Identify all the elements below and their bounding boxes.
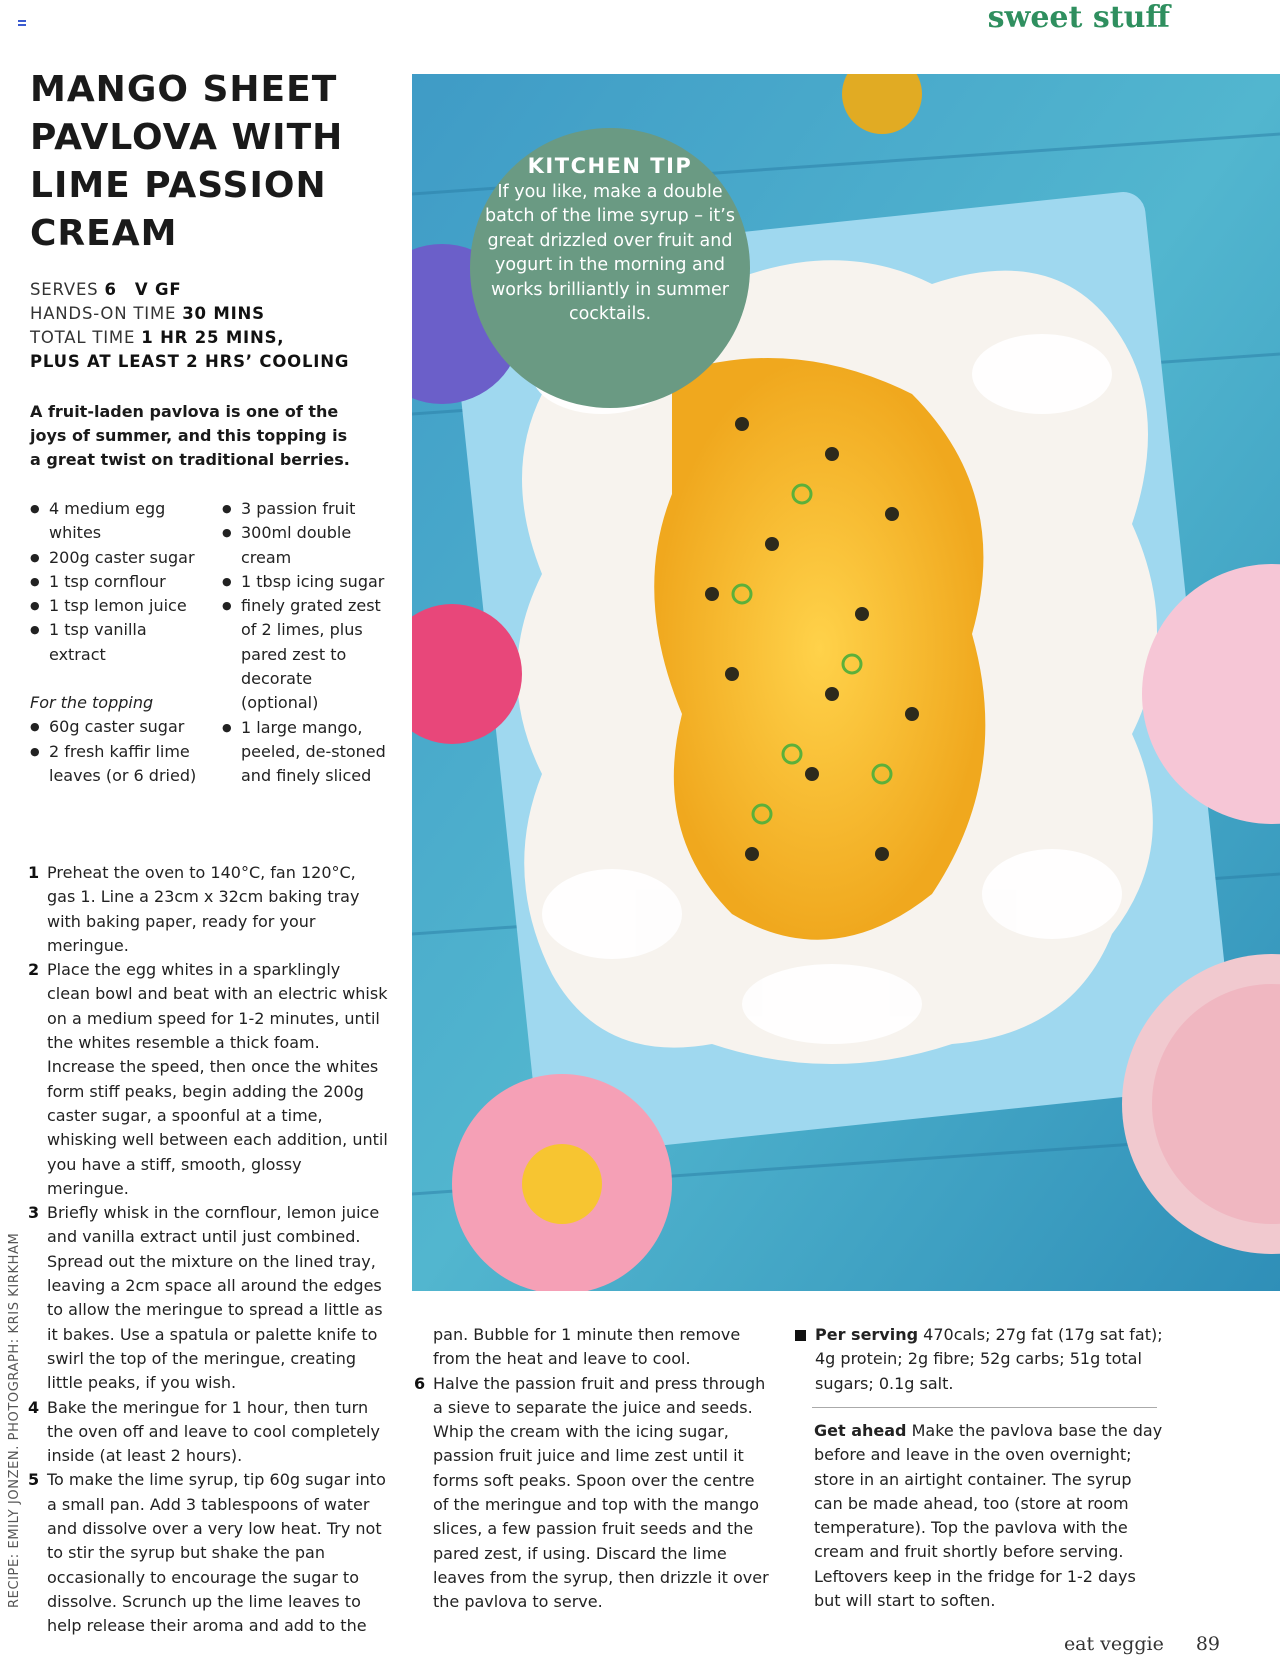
serves-label: SERVES	[30, 280, 99, 299]
ingredients-column-2	[222, 497, 392, 789]
get-ahead	[814, 1419, 1164, 1613]
step-number: 3	[28, 1203, 40, 1223]
ingredient: ● 1 tsp vanilla extract	[30, 618, 200, 667]
hands-on-value: 30 MINS	[182, 304, 265, 323]
nutrition-text: 470cals; 27g fat (17g sat fat); 4g protein; 2g fibre; 52g carbs; 51g total sugars; 0.1g salt.	[815, 1325, 1163, 1393]
recipe-meta	[30, 278, 349, 374]
nutrition-label: Per serving	[815, 1325, 919, 1344]
ingredient: ● 1 tbsp icing sugar	[222, 570, 392, 594]
hands-on-label: HANDS-ON TIME	[30, 304, 177, 323]
method-step	[414, 1372, 774, 1615]
kitchen-tip-text: If you like, make a double batch of the lime syrup – it’s great drizzled over fruit and yogurt in the morning and works brilliantly in summer cocktails.	[485, 182, 735, 325]
divider	[812, 1407, 1157, 1408]
total-label: TOTAL TIME	[30, 328, 136, 347]
topping-heading: For the topping	[30, 693, 154, 713]
kitchen-tip	[470, 128, 750, 408]
ingredient: ● 4 medium egg whites	[30, 497, 200, 546]
title-line: PAVLOVA WITH	[30, 117, 344, 158]
bullet-square-icon	[795, 1330, 806, 1341]
ingredient: ● 3 passion fruit	[222, 497, 392, 521]
title-line: LIME PASSION	[30, 165, 327, 206]
magazine-name: eat veggie	[1063, 1633, 1164, 1655]
method-step	[28, 861, 388, 958]
ingredient: ● 1 tsp lemon juice	[30, 594, 200, 618]
page-number: 89	[1195, 1633, 1220, 1655]
nutrition-info	[795, 1323, 1165, 1396]
recipe-title	[30, 66, 370, 258]
step-number: 2	[28, 960, 40, 980]
ingredient: ● 1 tsp cornflour	[30, 570, 200, 594]
step-number: 6	[414, 1373, 426, 1393]
ingredient: ● 60g caster sugar	[30, 715, 200, 739]
title-line: CREAM	[30, 213, 178, 254]
method-column-2	[414, 1323, 774, 1615]
ingredients-column-1	[30, 497, 200, 788]
diet-tags: V GF	[134, 280, 182, 299]
kitchen-tip-heading: KITCHEN TIP	[527, 154, 693, 178]
ingredient: ● 2 fresh kaffir lime leaves (or 6 dried)	[30, 740, 200, 789]
method-step	[28, 1468, 388, 1638]
section-title: sweet stuff	[987, 0, 1170, 35]
recipe-intro: A fruit-laden pavlova is one of the joys of summer, and this topping is a great twist on traditional berries.	[30, 402, 350, 469]
method-step	[28, 1201, 388, 1395]
serves-value: 6	[104, 280, 117, 299]
step-text: Halve the passion fruit and press through a sieve to separate the juice and seeds. Whip the cream with the icing sugar, passion fruit juice and lime zest until it forms soft peaks. Spoon over the centre of the meringue and top with the mango slices, a few passion fruit seeds and the pared zest, if using. Discard the lime leaves from the syrup, then drizzle it over the pavlova to serve.	[433, 1373, 769, 1612]
step-number: 5	[28, 1470, 40, 1490]
step-text: Preheat the oven to 140°C, fan 120°C, gas 1. Line a 23cm x 32cm baking tray with baking paper, ready for your meringue.	[47, 863, 360, 955]
step-text: Place the egg whites in a sparklingly clean bowl and beat with an electric whisk on a medium speed for 1-2 minutes, until the whites resemble a thick foam. Increase the speed, then once the whites form stiff peaks, begin adding the 200g caster sugar, a spoonful at a time, whisking well between each addition, until you have a stiff, smooth, glossy meringue.	[47, 960, 388, 1198]
step-number: 1	[28, 863, 40, 882]
get-ahead-text: Make the pavlova base the day before and leave in the oven overnight; store in an airtight container. The syrup can be made ahead, too (store at room temperature). Top the pavlova with the cream and fruit shortly before serving. Leftovers keep in the fridge for 1-2 days but will start to soften.	[814, 1421, 1163, 1611]
ingredient: ● finely grated zest of 2 limes, plus pared zest to decorate (optional)	[222, 594, 392, 715]
menu-icon[interactable]	[18, 20, 26, 26]
step-5-continued: pan. Bubble for 1 minute then remove from the heat and leave to cool.	[433, 1325, 741, 1369]
method-column-1	[28, 861, 388, 1639]
ingredient: ● 300ml double cream	[222, 521, 392, 570]
ingredient: ● 1 large mango, peeled, de-stoned and finely sliced	[222, 716, 392, 789]
page-footer	[1064, 1633, 1220, 1655]
step-number: 4	[28, 1397, 40, 1417]
method-step	[28, 1396, 388, 1469]
total-value: 1 HR 25 MINS,	[141, 328, 285, 347]
title-line: MANGO SHEET	[30, 69, 338, 110]
cooling-note: PLUS AT LEAST 2 HRS’ COOLING	[30, 352, 350, 371]
step-text: To make the lime syrup, tip 60g sugar into a small pan. Add 3 tablespoons of water and dissolve over a very low heat. Try not to stir the syrup but shake the pan occasionally to encourage the sugar to dissolve. Scrunch up the lime leaves to help release their aroma and add to the	[47, 1470, 386, 1636]
ingredient: ● 200g caster sugar	[30, 546, 200, 570]
step-text: Briefly whisk in the cornflour, lemon juice and vanilla extract until just combined. Spread out the mixture on the lined tray, leaving a 2cm space all around the edges to allow the meringue to spread a little as it bakes. Use a spatula or palette knife to swirl the top of the meringue, creating little peaks, if you wish.	[47, 1203, 383, 1393]
photo-credit: RECIPE: EMILY JONZEN. PHOTOGRAPH: KRIS KIRKHAM	[7, 1232, 22, 1608]
get-ahead-label: Get ahead	[814, 1421, 907, 1440]
step-text: Bake the meringue for 1 hour, then turn the oven off and leave to cool completely inside (at least 2 hours).	[47, 1397, 380, 1466]
method-step	[28, 958, 388, 1201]
